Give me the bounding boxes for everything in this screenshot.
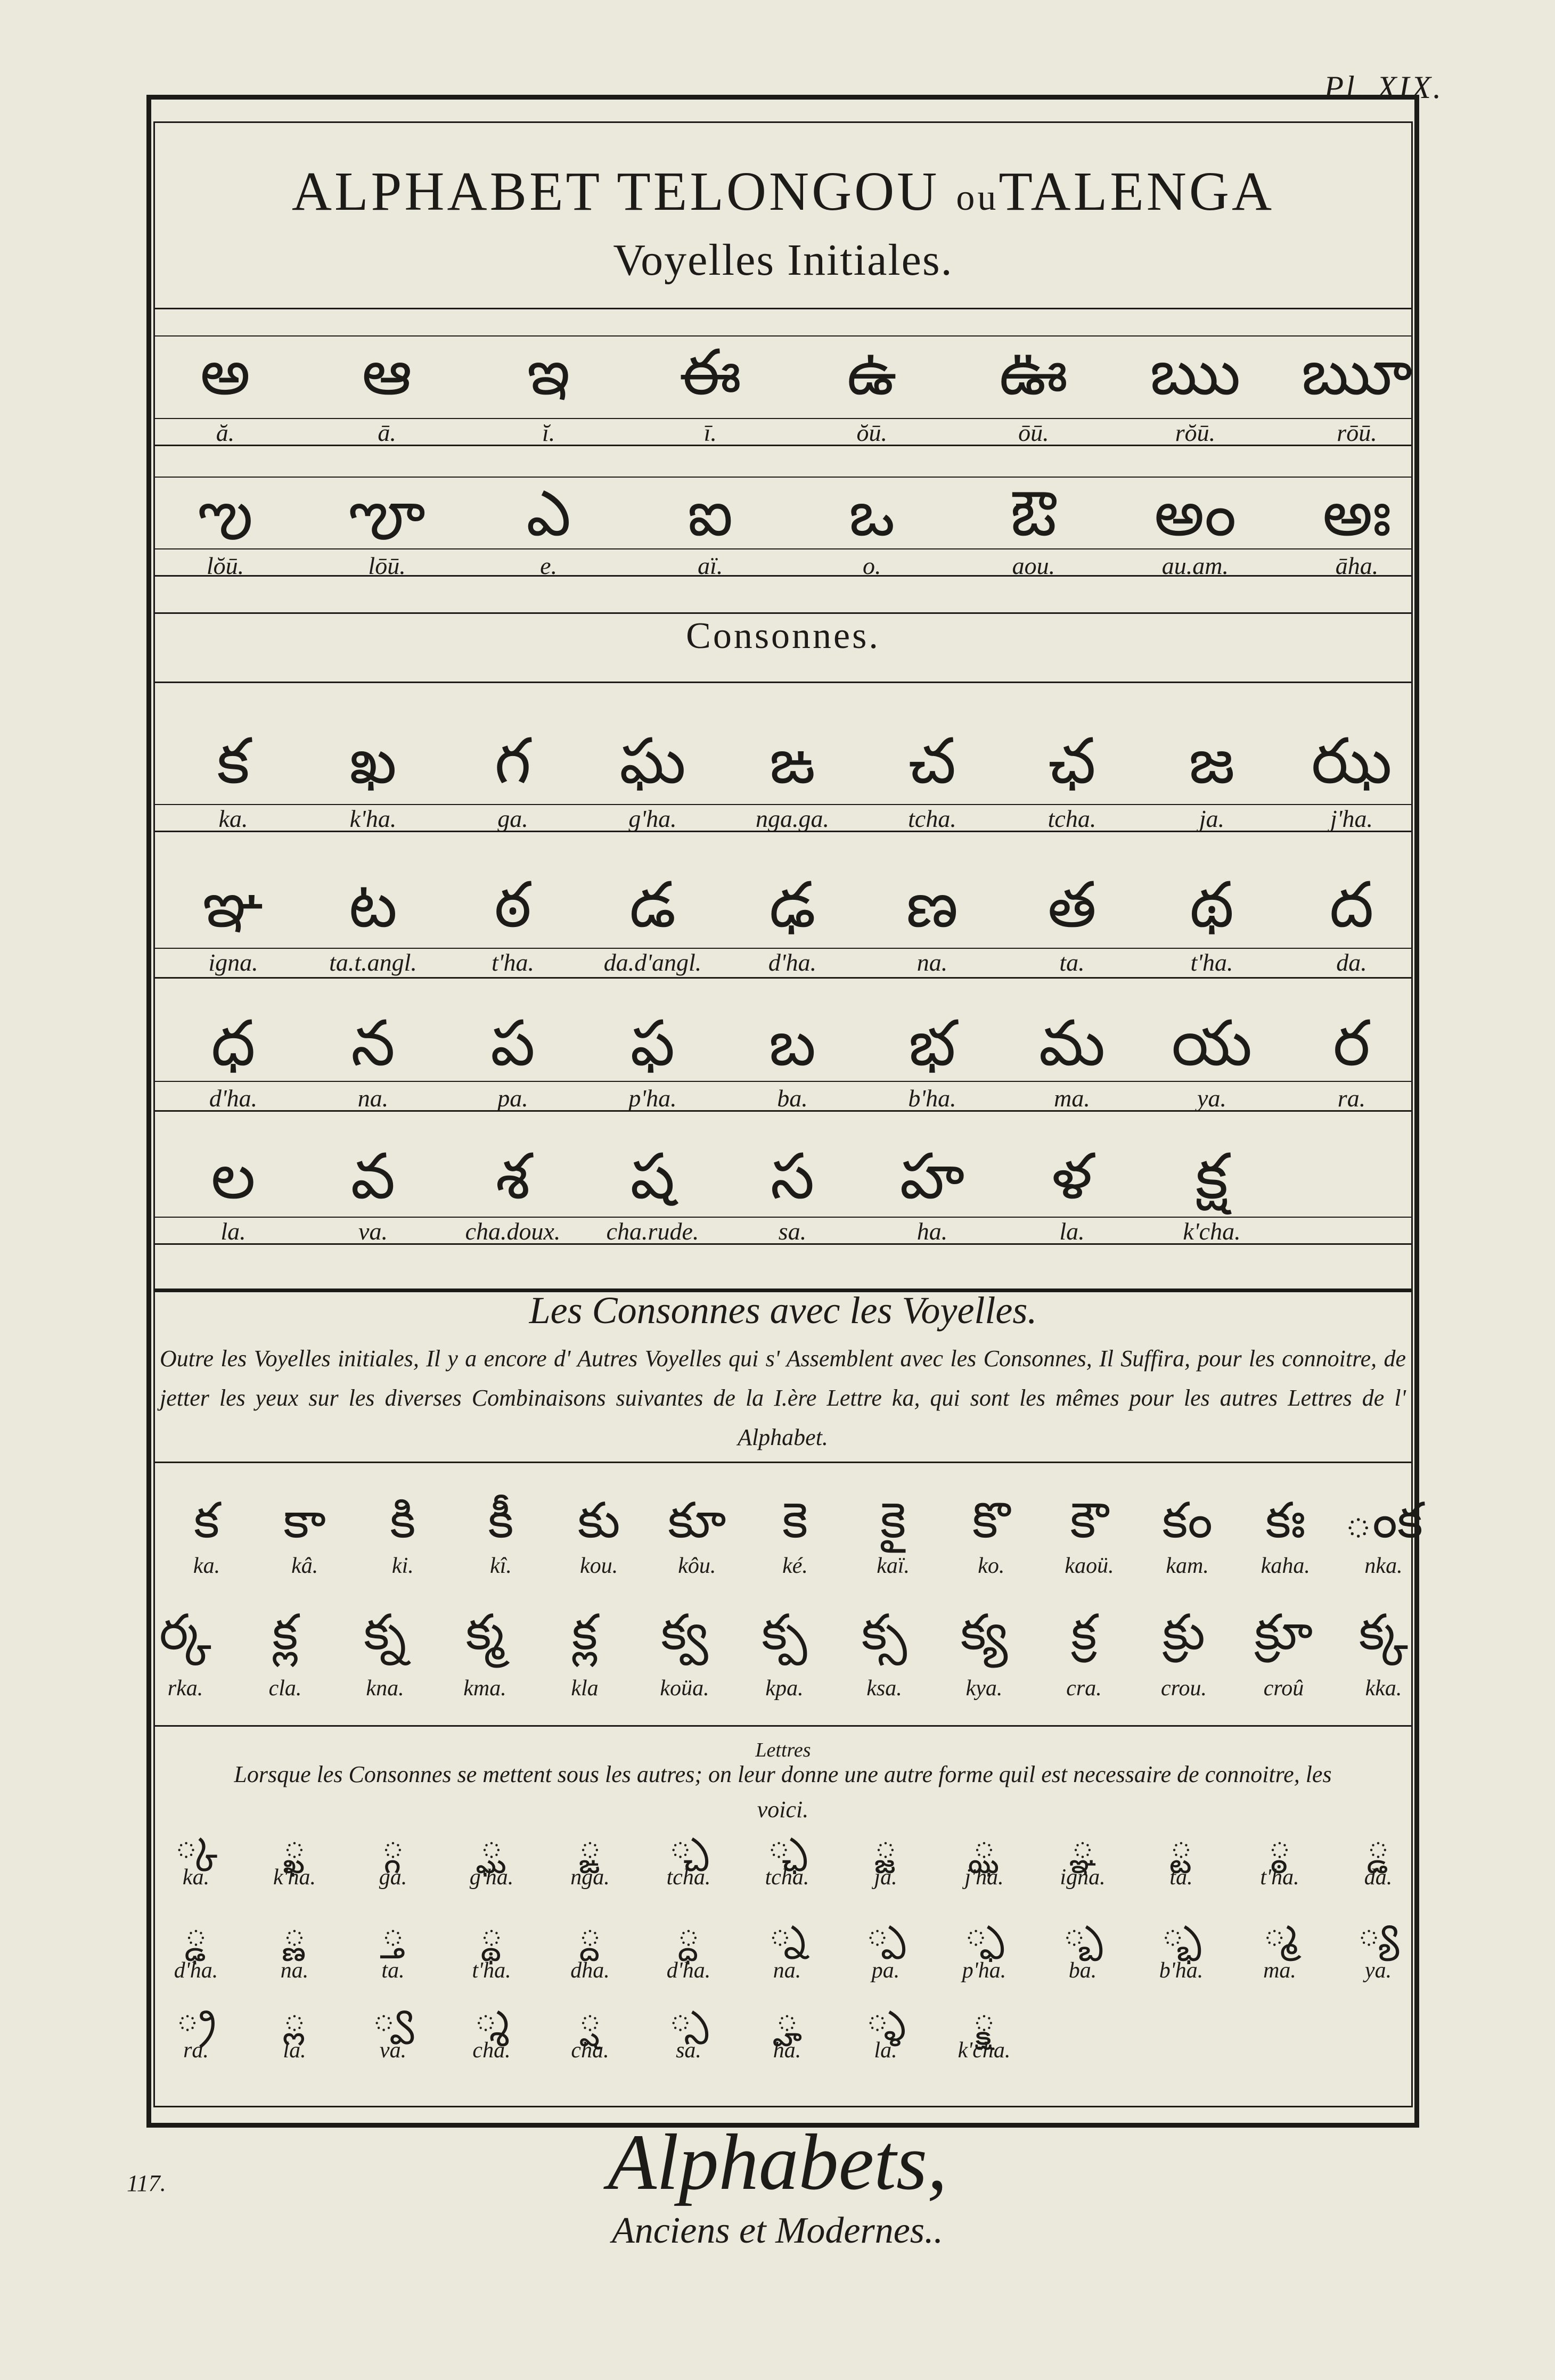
vowels-label: āha.: [1335, 552, 1379, 579]
vowels-glyph: అః: [1322, 477, 1392, 550]
consonants-glyph: ష: [630, 1139, 675, 1213]
combinations-glyph: క్ర: [1071, 1604, 1097, 1661]
consonants-heading: Consonnes.: [686, 615, 880, 656]
subscripts-label: ra.: [183, 2038, 209, 2063]
combinations-glyph: క్ల: [272, 1604, 298, 1661]
consonants-label: na.: [916, 949, 948, 976]
rule: [153, 682, 1413, 683]
vowels-label: rŏū.: [1175, 419, 1216, 446]
vowels-label: rōū.: [1337, 419, 1377, 446]
subscripts-glyph: ్గ: [381, 1820, 405, 1867]
consonants-label: d'ha.: [768, 949, 817, 976]
combinations-glyph: కూ: [668, 1492, 726, 1549]
consonants-label: da.d'angl.: [603, 949, 702, 976]
consonants-label: k'cha.: [1183, 1218, 1241, 1245]
combinations-label: kpa.: [765, 1676, 804, 1701]
subscripts-glyph: ్ఢ: [184, 1908, 208, 1955]
vowels-label: au.am.: [1161, 552, 1229, 579]
combinations-glyph: కొ: [972, 1492, 1010, 1549]
subscripts-glyph: ్ఞ: [1071, 1820, 1094, 1867]
consonants-label: t'ha.: [491, 949, 535, 976]
rule: [153, 1081, 1413, 1082]
consonants-glyph: ప: [490, 1006, 535, 1080]
rule: [153, 1725, 1413, 1727]
subscripts-label: t'ha.: [472, 1958, 511, 1983]
consonants-label: ha.: [916, 1218, 948, 1245]
footer-subtitle: Anciens et Modernes..: [611, 2210, 944, 2251]
consonants-glyph: శ: [495, 1139, 530, 1213]
consonants-glyph: థ: [1189, 868, 1234, 941]
combinations-glyph: కః: [1265, 1492, 1306, 1549]
subscripts-glyph: ్చ: [668, 1820, 709, 1867]
subscripts-label: ha.: [773, 2038, 801, 2063]
subscripts-label: k'cha.: [957, 2038, 1011, 2063]
combinations-glyph: క్రూ: [1254, 1604, 1313, 1661]
subscripts-label: ja.: [874, 1865, 897, 1890]
combinations-label: kna.: [366, 1676, 404, 1701]
combinations-label: croû: [1263, 1676, 1304, 1701]
vowels-label: ī.: [703, 419, 717, 446]
combinations-label: crou.: [1161, 1676, 1207, 1701]
consonants-label: da.: [1336, 949, 1367, 976]
consonants-label: tcha.: [908, 805, 956, 832]
rule: [153, 612, 1413, 614]
subscripts-glyph: ్ర: [176, 1993, 216, 2040]
vowels-glyph: ఈ: [679, 335, 742, 409]
consonants-glyph: త: [1047, 868, 1096, 941]
consonants-glyph: ఙ: [769, 724, 816, 798]
subscripts-glyph: ్భ: [1161, 1908, 1201, 1955]
page-number: 117.: [127, 2170, 166, 2196]
subscripts-glyph: ్న: [768, 1908, 806, 1955]
consonants-glyph: ఠ: [494, 868, 531, 941]
rule: [153, 977, 1413, 979]
subscripts-glyph: ్మ: [1263, 1908, 1297, 1955]
vowels-label: ā.: [378, 419, 396, 446]
subscripts-label: ba.: [1068, 1958, 1097, 1983]
subscripts-glyph: ్ఛ: [767, 1820, 807, 1867]
subscripts-glyph: ్హ: [775, 1993, 799, 2040]
consonants-label: ga.: [497, 805, 528, 832]
subscripts-glyph: ్క: [174, 1820, 218, 1867]
combinations-label: kaoü.: [1065, 1554, 1114, 1578]
combinations-glyph: ర్క: [159, 1604, 211, 1661]
consonants-label: ra.: [1337, 1085, 1366, 1112]
consonants-label: pa.: [497, 1085, 528, 1112]
consonants-glyph: స: [770, 1139, 815, 1213]
consonants-glyph: న: [351, 1006, 395, 1080]
subscripts-glyph: ్జ: [874, 1820, 897, 1867]
consonants-label: na.: [357, 1085, 389, 1112]
consonants-label: ma.: [1054, 1085, 1090, 1112]
consonants-glyph: క్ష: [1195, 1139, 1229, 1213]
vowels-label: lōū.: [368, 552, 406, 579]
vowels-label: aou.: [1012, 552, 1055, 579]
combinations-glyph: క్రు: [1163, 1604, 1205, 1661]
vowels-glyph: అ: [200, 335, 251, 409]
consonants-glyph: ఖ: [349, 724, 397, 798]
rule: [153, 308, 1413, 309]
combinations-glyph: కె: [782, 1492, 808, 1549]
consonants-label: p'ha.: [628, 1085, 677, 1112]
combinations-glyph: క్ల: [571, 1604, 598, 1661]
combinations-label: ksa.: [866, 1676, 902, 1701]
combinations-label: kam.: [1166, 1554, 1209, 1578]
subscripts-label: p'ha.: [962, 1958, 1006, 1983]
consonants-label: sa.: [778, 1218, 807, 1245]
combinations-label: rka.: [167, 1676, 203, 1701]
subscripts-glyph: ్ణ: [283, 1908, 306, 1955]
subscripts-label: ga.: [379, 1865, 407, 1890]
subscripts-label: tcha.: [765, 1865, 809, 1890]
subscripts-label: nga.: [570, 1865, 610, 1890]
combinations-glyph: కౌ: [1070, 1492, 1109, 1549]
subscripts-label: ma.: [1263, 1958, 1296, 1983]
consonants-glyph: హ: [899, 1139, 965, 1213]
subscripts-glyph: ్ఠ: [1268, 1820, 1291, 1867]
consonants-glyph: ఫ: [630, 1006, 675, 1080]
vowels-glyph: ఆ: [362, 335, 412, 409]
combinations-label: kla: [571, 1676, 599, 1701]
vowels-glyph: ఌ: [197, 477, 253, 550]
vowels-glyph: ఒ: [849, 477, 895, 550]
consonants-label: ba.: [777, 1085, 808, 1112]
subscripts-label: na.: [773, 1958, 801, 1983]
consonants-glyph: చ: [908, 724, 956, 798]
subscripts-glyph: ్ఙ: [578, 1820, 602, 1867]
combinations-glyph: క్వ: [661, 1604, 708, 1661]
plate-subtitle: Voyelles Initiales.: [613, 235, 953, 285]
subscripts-glyph: ్ధ: [677, 1908, 700, 1955]
consonants-glyph: ఝ: [1311, 724, 1392, 798]
consonants-label: k'ha.: [349, 805, 397, 832]
combinations-glyph: కా: [283, 1492, 326, 1549]
vowels-label: e.: [540, 552, 558, 579]
combinations-glyph: క్ప: [762, 1604, 807, 1661]
subscripts-label: na.: [280, 1958, 309, 1983]
subscripts-glyph: ్స: [668, 1993, 709, 2040]
lettres-note: Lettres: [755, 1739, 811, 1761]
vowels-glyph: ఔ: [1010, 477, 1057, 550]
combinations-glyph: కం: [1162, 1492, 1213, 1549]
combinations-label: cra.: [1066, 1676, 1102, 1701]
consonants-glyph: ఘ: [619, 724, 686, 798]
combinations-label: ka.: [193, 1554, 220, 1578]
subscripts-glyph: ్ల: [283, 1993, 306, 2040]
combinations-glyph: క్య: [960, 1604, 1008, 1661]
combinations-label: kka.: [1365, 1676, 1402, 1701]
subscripts-glyph: ్ద: [578, 1908, 602, 1955]
combinations-glyph: కై: [880, 1492, 906, 1549]
consonants-label: ta.: [1059, 949, 1085, 976]
consonants-glyph: క: [217, 724, 250, 798]
consonants-label: ya.: [1197, 1085, 1226, 1112]
consonants-glyph: ద: [1329, 868, 1374, 941]
subscripts-label: d'ha.: [666, 1958, 711, 1983]
subscripts-glyph: ్ప: [865, 1908, 906, 1955]
subscripts-glyph: ్క్ష: [972, 1993, 996, 2040]
subscripts-glyph: ్ఫ: [964, 1908, 1004, 1955]
subscripts-label: ta.: [381, 1958, 405, 1983]
consonants-label: igna.: [208, 949, 258, 976]
subscripts-glyph: ్య: [1357, 1908, 1400, 1955]
consonants-glyph: ఞ: [202, 868, 264, 941]
title-alt: TALENGA: [999, 161, 1275, 222]
vowels-glyph: ఊ: [999, 335, 1068, 409]
subscripts-glyph: ్ష: [578, 1993, 602, 2040]
consonants-glyph: భ: [909, 1006, 956, 1080]
combinations-label: ko.: [978, 1554, 1005, 1578]
consonants-label: ka.: [218, 805, 248, 832]
subscripts-label: g'ha.: [469, 1865, 514, 1890]
consonants-glyph: బ: [768, 1006, 816, 1080]
combinations-label: kya.: [965, 1676, 1003, 1701]
vowels-label: aï.: [698, 552, 723, 579]
combinations-glyph: ంక: [1344, 1492, 1423, 1549]
subscripts-label: k'ha.: [273, 1865, 316, 1890]
combinations-glyph: క: [193, 1492, 220, 1549]
subscripts-glyph: ్త: [381, 1908, 405, 1955]
consonants-label: t'ha.: [1190, 949, 1233, 976]
subscripts-label: ka.: [182, 1865, 210, 1890]
subscripts-label: da.: [1364, 1865, 1393, 1890]
vowels-label: ŏū.: [856, 419, 888, 446]
consonants-glyph: డ: [629, 868, 676, 941]
subscripts-label: igna.: [1060, 1865, 1106, 1890]
subscripts-label: tcha.: [666, 1865, 711, 1890]
consonants-label: j'ha.: [1330, 805, 1373, 832]
consonants-glyph: వ: [350, 1139, 396, 1213]
consonants-label: cha.doux.: [465, 1218, 561, 1245]
combinations-glyph: క్క: [1358, 1604, 1409, 1661]
vowels-label: o.: [863, 552, 881, 579]
consonants-glyph: ఢ: [769, 868, 816, 941]
subscripts-glyph: ్థ: [480, 1908, 503, 1955]
combinations-label: ké.: [782, 1554, 808, 1578]
combinations-label: kaha.: [1261, 1554, 1310, 1578]
vowels-glyph: ౡ: [348, 477, 425, 550]
subscripts-label: j'ha.: [964, 1865, 1004, 1890]
combinations-label: nka.: [1364, 1554, 1403, 1578]
vowels-glyph: ఇ: [527, 335, 570, 409]
combinations-glyph: కు: [577, 1492, 620, 1549]
subscripts-label: b'ha.: [1159, 1958, 1204, 1983]
consonants-label: ta.t.angl.: [329, 949, 417, 976]
consonants-label: la.: [1059, 1218, 1085, 1245]
subscripts-label: dha.: [570, 1958, 610, 1983]
combinations-label: cla.: [268, 1676, 302, 1701]
subscripts-label: cha.: [472, 2038, 511, 2063]
combinations-label: kî.: [490, 1554, 512, 1578]
subscripts-label: la.: [874, 2038, 897, 2063]
combinations-heading: Les Consonnes avec les Voyelles.: [529, 1289, 1037, 1332]
consonants-label: tcha.: [1047, 805, 1096, 832]
vowels-label: ōū.: [1018, 419, 1049, 446]
plate-number: Pl. XIX.: [1324, 70, 1443, 105]
consonants-glyph: ధ: [211, 1006, 256, 1080]
consonants-glyph: ర: [1333, 1006, 1370, 1080]
subscripts-label: ta.: [1169, 1865, 1193, 1890]
subscripts-glyph: ్ఖ: [283, 1820, 306, 1867]
plate-title: [153, 160, 1413, 223]
consonants-glyph: య: [1171, 1006, 1253, 1080]
consonants-label: cha.rude.: [606, 1218, 699, 1245]
combinations-label: kou.: [580, 1554, 618, 1578]
subscripts-label: d'ha.: [174, 1958, 218, 1983]
rule: [153, 418, 1413, 419]
rule: [153, 1462, 1413, 1463]
subscripts-glyph: ్బ: [1062, 1908, 1103, 1955]
subscripts-glyph: ్డ: [1366, 1820, 1390, 1867]
subscripts-glyph: ్శ: [474, 1993, 509, 2040]
consonants-glyph: ల: [211, 1139, 256, 1213]
vowels-label: lŏū.: [206, 552, 244, 579]
combinations-label: kaï.: [877, 1554, 910, 1578]
subscripts-glyph: ్ట: [1169, 1820, 1193, 1867]
combinations-glyph: క్మ: [465, 1604, 504, 1661]
subscripts-glyph: ్ళ: [865, 1993, 906, 2040]
combinations-glyph: క్న: [364, 1604, 406, 1661]
consonants-glyph: ణ: [906, 868, 959, 941]
consonants-label: ja.: [1199, 805, 1225, 832]
combinations-glyph: క్స: [861, 1604, 907, 1661]
combinations-glyph: కీ: [488, 1492, 514, 1549]
combinations-text: Outre les Voyelles initiales, Il y a encore d' Autres Voyelles qui s' Assemblent avec les Consonnes, Il Suffira, pour les connoitre, de jetter les yeux sur les diverses Combinaisons suivantes de la I.ère Lettre ka, qui sont les mêmes pour les autres Lettres de l' Alphabet.: [160, 1345, 1406, 1450]
footer-title: Alphabets,: [608, 2118, 947, 2206]
vowels-glyph: ౠ: [1301, 335, 1413, 409]
consonants-label: d'ha.: [209, 1085, 258, 1112]
subscripts-label: va.: [379, 2038, 407, 2063]
vowels-glyph: ఉ: [847, 335, 897, 409]
subscripts-label: sa.: [676, 2038, 701, 2063]
consonants-glyph: జ: [1189, 724, 1235, 798]
title-main: ALPHABET TELONGOU: [291, 161, 940, 222]
combinations-label: kma.: [463, 1676, 506, 1701]
subscript-text: Lorsque les Consonnes se mettent sous les autres; on leur donne une autre forme quil est necessaire de connoitre, les voici.: [234, 1761, 1332, 1823]
consonants-glyph: ళ: [1051, 1139, 1093, 1213]
subscripts-label: ya.: [1364, 1958, 1392, 1983]
combinations-label: koüa.: [660, 1676, 709, 1701]
consonants-label: la.: [220, 1218, 246, 1245]
vowels-label: ĭ.: [542, 419, 555, 446]
combinations-label: ki.: [391, 1554, 414, 1578]
subscripts-glyph: ్వ: [372, 1993, 414, 2040]
consonants-glyph: ఛ: [1048, 724, 1096, 798]
consonants-glyph: ట: [348, 868, 398, 941]
title-conjunction: ou: [956, 177, 999, 218]
consonants-label: g'ha.: [628, 805, 677, 832]
consonants-label: nga.ga.: [756, 805, 829, 832]
vowels-glyph: ఎ: [526, 477, 571, 550]
consonants-label: b'ha.: [908, 1085, 956, 1112]
vowels-label: ă.: [216, 419, 235, 446]
combinations-label: kâ.: [291, 1554, 318, 1578]
subscripts-label: t'ha.: [1260, 1865, 1299, 1890]
subscripts-label: la.: [283, 2038, 306, 2063]
combinations-label: kôu.: [678, 1554, 716, 1578]
subscripts-glyph: ్ఝ: [972, 1820, 996, 1867]
vowels-glyph: ఋ: [1150, 335, 1241, 409]
subscripts-label: cha.: [571, 2038, 609, 2063]
consonants-glyph: మ: [1038, 1006, 1106, 1080]
vowels-glyph: అం: [1154, 477, 1237, 550]
consonants-glyph: గ: [494, 724, 531, 798]
consonants-label: va.: [358, 1218, 388, 1245]
rule: [153, 445, 1413, 446]
subscripts-glyph: ్ఘ: [480, 1820, 503, 1867]
combinations-glyph: కి: [390, 1492, 416, 1549]
vowels-glyph: ఐ: [687, 477, 733, 550]
subscripts-label: pa.: [871, 1958, 900, 1983]
